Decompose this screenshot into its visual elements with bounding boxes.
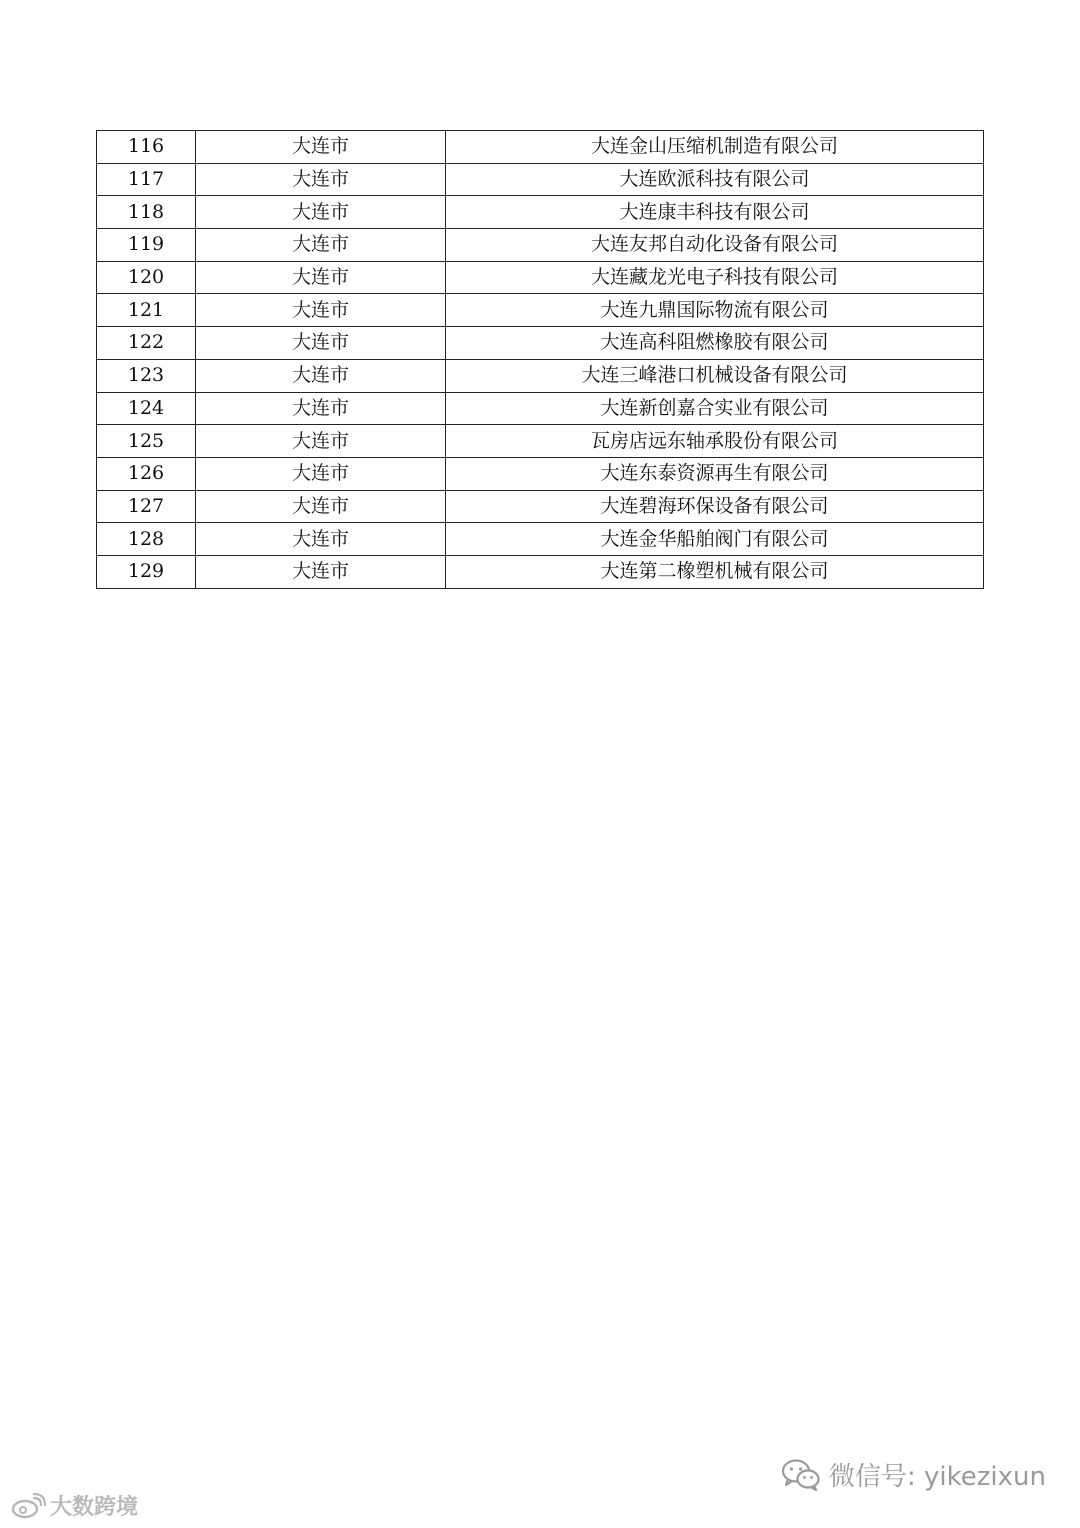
company-list-body — [97, 131, 984, 589]
row-number: 119 — [97, 229, 196, 262]
row-number: 128 — [97, 523, 196, 556]
row-number: 116 — [97, 131, 196, 164]
row-city: 大连市 — [196, 359, 446, 392]
row-number: 120 — [97, 261, 196, 294]
table-row — [97, 425, 984, 458]
row-company: 大连高科阻燃橡胶有限公司 — [446, 327, 984, 360]
row-number: 123 — [97, 359, 196, 392]
table-row — [97, 490, 984, 523]
row-number: 122 — [97, 327, 196, 360]
table-row — [97, 457, 984, 490]
wechat-watermark — [781, 1456, 1046, 1493]
row-number: 124 — [97, 392, 196, 425]
row-number: 126 — [97, 457, 196, 490]
row-city: 大连市 — [196, 261, 446, 294]
row-city: 大连市 — [196, 229, 446, 262]
row-city: 大连市 — [196, 196, 446, 229]
row-company: 大连欧派科技有限公司 — [446, 163, 984, 196]
row-company: 大连藏龙光电子科技有限公司 — [446, 261, 984, 294]
row-city: 大连市 — [196, 555, 446, 588]
row-company: 大连友邦自动化设备有限公司 — [446, 229, 984, 262]
row-city: 大连市 — [196, 163, 446, 196]
table-row — [97, 229, 984, 262]
table-row — [97, 327, 984, 360]
table-row — [97, 131, 984, 164]
row-city: 大连市 — [196, 131, 446, 164]
row-city: 大连市 — [196, 294, 446, 327]
table-row — [97, 392, 984, 425]
row-number: 117 — [97, 163, 196, 196]
row-city: 大连市 — [196, 523, 446, 556]
brand-name: 大数跨境 — [50, 1495, 139, 1520]
wechat-id: 微信号: yikezixun — [829, 1462, 1046, 1492]
row-city: 大连市 — [196, 490, 446, 523]
row-number: 118 — [97, 196, 196, 229]
row-city: 大连市 — [196, 457, 446, 490]
row-company: 大连第二橡塑机械有限公司 — [446, 555, 984, 588]
row-city: 大连市 — [196, 327, 446, 360]
table-row — [97, 294, 984, 327]
table-row — [97, 163, 984, 196]
table-row — [97, 196, 984, 229]
row-company: 大连康丰科技有限公司 — [446, 196, 984, 229]
row-company: 大连碧海环保设备有限公司 — [446, 490, 984, 523]
row-city: 大连市 — [196, 392, 446, 425]
row-company: 大连东泰资源再生有限公司 — [446, 457, 984, 490]
row-company: 大连金山压缩机制造有限公司 — [446, 131, 984, 164]
row-company: 大连新创嘉合实业有限公司 — [446, 392, 984, 425]
wechat-icon — [781, 1458, 821, 1492]
row-company: 大连九鼎国际物流有限公司 — [446, 294, 984, 327]
weibo-icon — [10, 1493, 46, 1519]
table-row — [97, 261, 984, 294]
table-row — [97, 523, 984, 556]
table-row — [97, 359, 984, 392]
row-number: 127 — [97, 490, 196, 523]
brand-watermark — [10, 1490, 138, 1521]
row-company: 瓦房店远东轴承股份有限公司 — [446, 425, 984, 458]
table-row — [97, 555, 984, 588]
row-city: 大连市 — [196, 425, 446, 458]
row-company: 大连金华船舶阀门有限公司 — [446, 523, 984, 556]
row-number: 129 — [97, 555, 196, 588]
row-number: 125 — [97, 425, 196, 458]
row-company: 大连三峰港口机械设备有限公司 — [446, 359, 984, 392]
company-list-table — [96, 130, 984, 589]
row-number: 121 — [97, 294, 196, 327]
